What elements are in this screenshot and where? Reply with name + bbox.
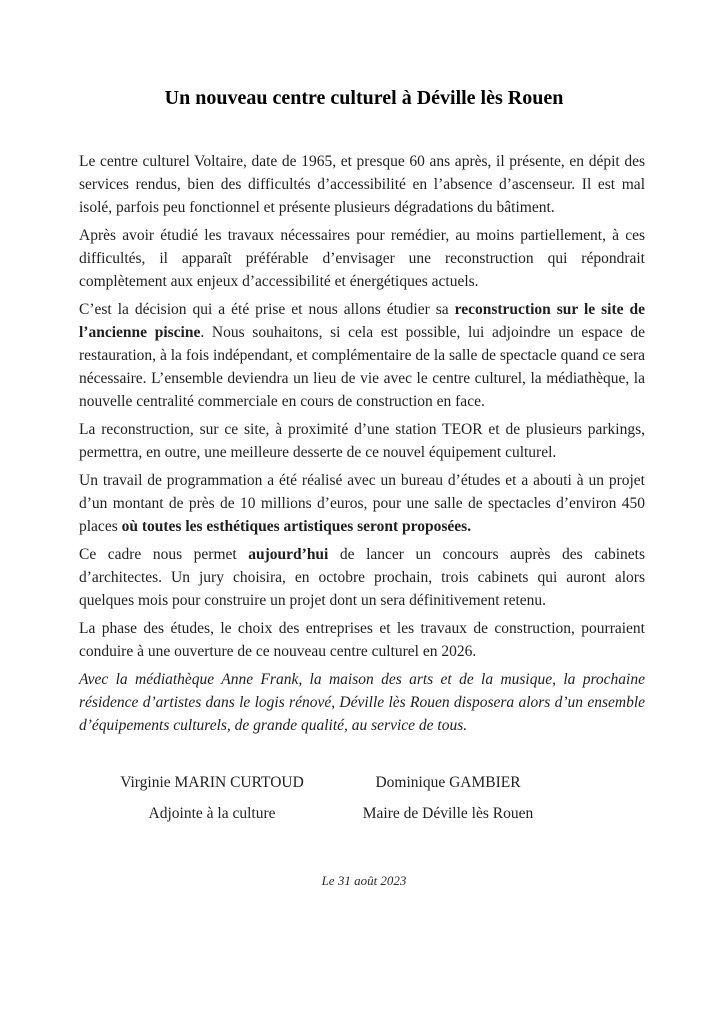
paragraph xyxy=(79,617,645,663)
signature-block xyxy=(0,771,728,825)
paragraph-segment-bold: aujourd’hui xyxy=(248,546,329,563)
paragraph xyxy=(79,418,645,464)
signatory-role-left: Adjointe à la culture xyxy=(148,805,276,822)
paragraph-segment: de lancer un concours auprès des cabinets d’architectes. Un jury choisira, en octobre prochain, trois cabinets qui auront alors quelques mois pour construire un projet dont un sera définitivement retenu. xyxy=(79,546,645,609)
document-body xyxy=(79,150,645,737)
paragraphs xyxy=(79,150,645,737)
paragraph-segment: C’est la décision qui a été prise et nous allons étudier sa xyxy=(79,301,455,318)
paragraph xyxy=(79,298,645,413)
paragraph-segment: Après avoir étudié les travaux nécessaires pour remédier, au moins partiellement, à ces difficultés, il apparaît préférable d’envisager une reconstruction qui répondrait complètement aux enjeux d’accessibilité et énergétiques actuels. xyxy=(79,227,645,290)
paragraph-segment: La phase des études, le choix des entreprises et les travaux de construction, pourraient conduire à une ouverture de ce nouveau centre culturel en 2026. xyxy=(79,620,645,660)
document-title: Un nouveau centre culturel à Déville lès Rouen xyxy=(164,87,564,109)
paragraph-segment: Avec la médiathèque Anne Frank, la maison des arts et de la musique, la prochaine résidence d’artistes dans le logis rénové, Déville lès Rouen disposera alors d’un ensemble d’équipements culturels, de grande qualité, au service de tous. xyxy=(79,671,645,734)
signatory-name-right: Dominique GAMBIER xyxy=(375,774,521,791)
paragraph-segment-bold: reconstruction sur le site de l’ancienne piscine xyxy=(79,301,645,341)
signature-names-row xyxy=(0,771,728,794)
paragraph-segment: La reconstruction, sur ce site, à proximité d’une station TEOR et de plusieurs parkings, permettra, en outre, une meilleure desserte de ce nouvel équipement culturel. xyxy=(79,421,645,461)
paragraph-segment: Ce cadre nous permet xyxy=(79,546,249,563)
paragraph xyxy=(79,224,645,293)
paragraph-segment-bold: où toutes les esthétiques artistiques seront proposées. xyxy=(121,518,472,535)
paragraph xyxy=(79,543,645,612)
paragraph-segment: . Nous souhaitons, si cela est possible, lui adjoindre un espace de restauration, à la fois indépendant, et complémentaire de la salle de spectacle quand ce sera nécessaire. L’ensemble deviendra un lieu de vie avec le centre culturel, la médiathèque, la nouvelle centralité commerciale en cours de construction en face. xyxy=(79,324,645,410)
signature-roles-row xyxy=(0,802,728,825)
signatory-name-left: Virginie MARIN CURTOUD xyxy=(120,774,304,791)
paragraph xyxy=(79,469,645,538)
paragraph xyxy=(79,150,645,219)
paragraph-segment: Un travail de programmation a été réalisé avec un bureau d’études et a abouti à un projet d’un montant de près de 10 millions d’euros, pour une salle de spectacles d’environ 450 places xyxy=(79,472,645,535)
paragraph xyxy=(79,668,645,737)
footer-date: Le 31 août 2023 xyxy=(321,873,407,888)
paragraph-segment: Le centre culturel Voltaire, date de 1965, et presque 60 ans après, il présente, en dépit des services rendus, bien des difficultés d’accessibilité en l’absence d’ascenseur. Il est mal isolé, parfois peu fonctionnel et présente plusieurs dégradations du bâtiment. xyxy=(79,153,645,216)
signatory-role-right: Maire de Déville lès Rouen xyxy=(362,805,534,822)
